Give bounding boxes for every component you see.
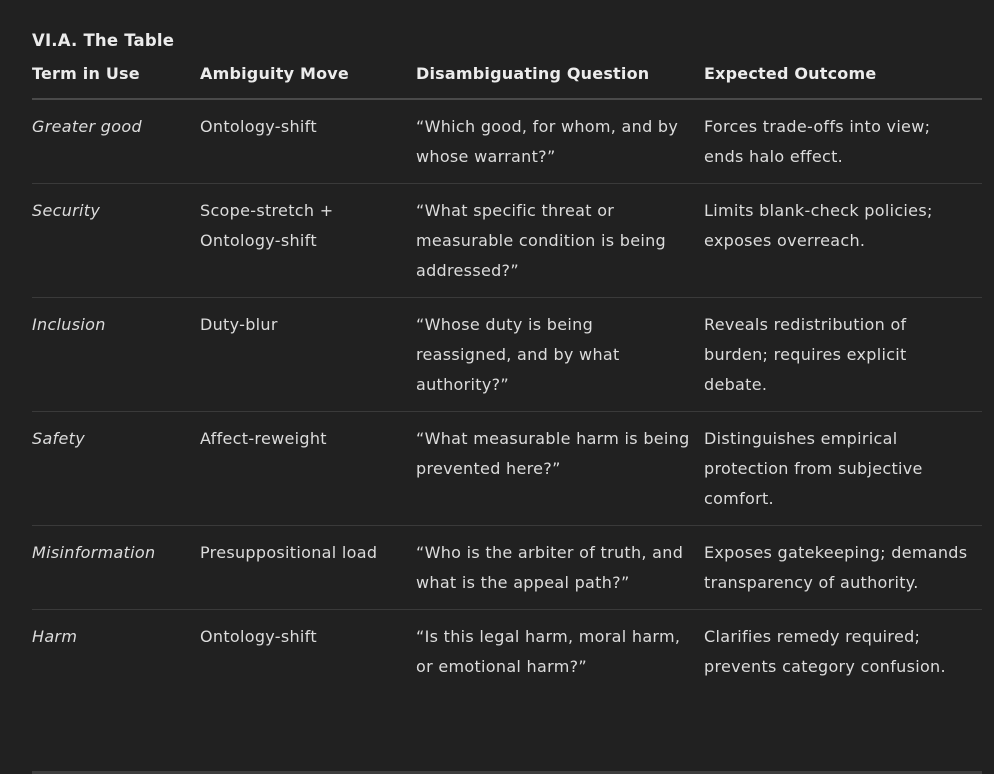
ambiguity-table [32,64,982,693]
cell-outcome: Clarifies remedy required; prevents category confusion. [704,627,946,676]
cell-term: Greater good [32,99,200,184]
cell-question: “Who is the arbiter of truth, and what is the appeal path?” [416,526,704,610]
table-row [32,412,982,526]
cell-move: Duty-blur [200,298,416,412]
cell-outcome: Limits blank-check policies; exposes overreach. [704,184,982,298]
cell-outcome: Forces trade-offs into view; ends halo effect. [704,99,982,184]
cell-term: Harm [32,627,78,646]
table-row [32,298,982,412]
header-term: Term in Use [32,64,200,99]
header-disambiguating-question: Disambiguating Question [416,64,704,99]
cell-outcome: Distinguishes empirical protection from subjective comfort. [704,412,982,526]
table-row [32,610,982,694]
cell-question: “What measurable harm is being prevented here?” [416,412,704,526]
cell-outcome: Reveals redistribution of burden; requires explicit debate. [704,298,982,412]
table-header-row [32,64,982,99]
table-row [32,99,982,184]
cell-outcome: Exposes gatekeeping; demands transparency of authority. [704,526,982,610]
cell-term: Security [32,184,200,298]
cell-term: Safety [32,412,200,526]
cell-question: “Is this legal harm, moral harm, or emotional harm?” [416,627,681,676]
table-row [32,184,982,298]
header-expected-outcome: Expected Outcome [704,64,982,99]
cell-question: “Whose duty is being reassigned, and by what authority?” [416,298,704,412]
cell-term: Misinformation [32,526,200,610]
cell-question: “Which good, for whom, and by whose warrant?” [416,99,704,184]
cell-move: Scope-stretch + Ontology-shift [200,184,416,298]
cell-question: “What specific threat or measurable condition is being addressed?” [416,184,704,298]
cell-move: Ontology-shift [200,627,317,646]
cell-term: Inclusion [32,298,200,412]
table-row [32,526,982,610]
header-ambiguity-move: Ambiguity Move [200,64,416,99]
cell-move: Presuppositional load [200,526,416,610]
cell-move: Affect-reweight [200,412,416,526]
cell-move: Ontology-shift [200,99,416,184]
section-title: VI.A. The Table [32,31,175,50]
